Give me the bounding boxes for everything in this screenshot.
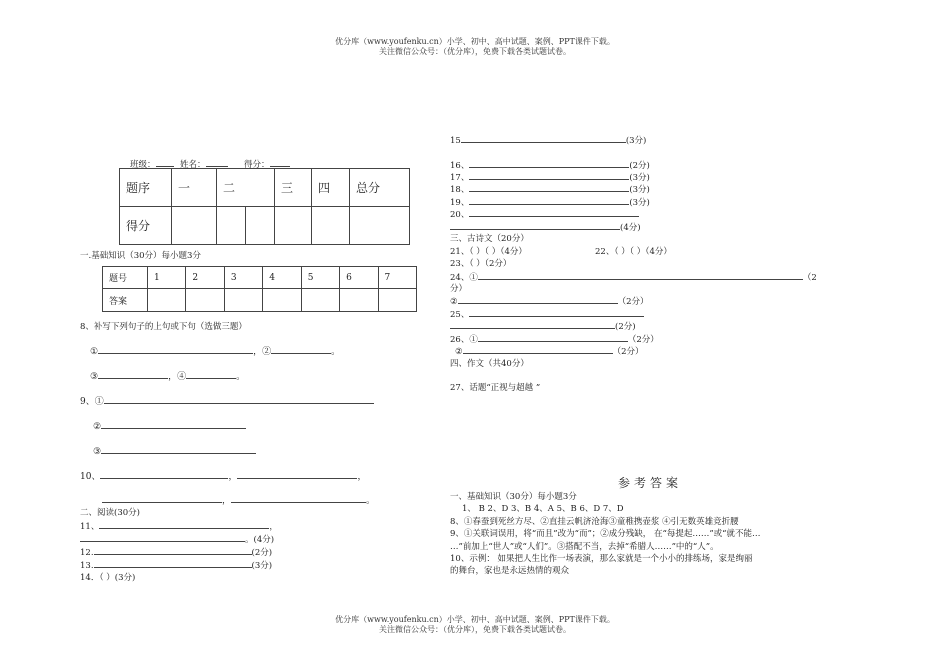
question-18: 18、 (3分): [450, 182, 650, 195]
class-field: 班级：: [130, 157, 174, 170]
question-22: 22、（ ）（ ）（4分）: [595, 247, 672, 257]
answer-cell: [263, 289, 301, 312]
question-14: 14．（ ）(3分): [80, 573, 136, 583]
question-24-pts: 分）: [450, 284, 468, 294]
question-16: 16、 (2分): [450, 158, 650, 171]
question-15: 15 (3分): [450, 133, 646, 146]
question-10-line-2: ， 。: [102, 493, 375, 506]
score-table-header: 二: [217, 169, 275, 207]
answer-line: 9、①关联词误用，将“而且”改为“而”；②成分残缺， 在“每提起……”或“就不能…: [450, 529, 761, 539]
answer-cell: [186, 289, 224, 312]
section-1-title: 一.基础知识（30分）每小题3分: [80, 251, 201, 261]
section-3-title: 三、古诗文（20分）: [450, 234, 529, 244]
score-table-header: 题序: [120, 169, 172, 207]
question-26: 26、① （2分）: [450, 332, 659, 345]
score-field: 得分：: [244, 157, 290, 170]
question-10-line-1: 10、 ， ，: [80, 469, 366, 482]
answer-table-label: 答案: [103, 289, 148, 312]
score-row-label: 得分: [120, 207, 172, 245]
question-26-2: ② （2分）: [455, 344, 644, 357]
answer-key-title: 参考答案: [618, 476, 683, 490]
question-8-line-1: ① ，② 。: [90, 344, 340, 357]
score-table: [119, 168, 410, 245]
score-table-header: 三: [275, 169, 312, 207]
answer-table: [102, 266, 417, 312]
question-9-line-3: ③: [93, 444, 256, 457]
section-2-title: 二、阅读(30分): [80, 508, 140, 518]
question-8: 8、补写下列句子的上句或下句（选做三题）: [80, 322, 247, 332]
answer-number: 5: [301, 267, 339, 289]
answer-cell: [148, 289, 186, 312]
question-19: 19、 (3分): [450, 195, 650, 208]
answer-line: 一、基础知识（30分）每小题3分: [450, 492, 577, 502]
answer-line: 8、①春蚕到死丝方尽、②直挂云帆济沧海③童稚携壶浆 ④引无数英雄竞折腰: [450, 517, 739, 527]
score-cell: [172, 207, 217, 245]
section-4-title: 四、作文（共40分）: [450, 359, 529, 369]
answer-line: 的舞台，家也是永远热情的观众: [450, 566, 570, 576]
score-cell: [217, 207, 246, 245]
answer-number: 7: [378, 267, 416, 289]
answer-number: 1: [148, 267, 186, 289]
answer-cell: [340, 289, 378, 312]
footer-line-1: 优分库（www.youfenku.cn）小学、初中、高中试题、案例、PPT课件下载。: [335, 615, 615, 624]
score-cell: [246, 207, 275, 245]
question-25-line-2: (2分): [450, 319, 636, 332]
answer-cell: [301, 289, 339, 312]
question-8-line-2: ③ ，④ 。: [90, 369, 245, 382]
question-21: 21、（ ）（ ）（4分）: [450, 247, 527, 257]
question-11-line-1: 11、 ，: [80, 519, 278, 532]
question-20-line-2: (4分): [450, 220, 641, 233]
question-23: 23、（ ）（2分）: [450, 259, 512, 269]
question-20: 20、: [450, 207, 639, 220]
question-9-line-2: ②: [93, 419, 246, 432]
score-table-header: 一: [172, 169, 217, 207]
answer-number: 2: [186, 267, 224, 289]
question-27: 27、话题“正视与超越 ”: [450, 383, 541, 393]
score-cell: [312, 207, 350, 245]
question-25: 25、: [450, 307, 644, 320]
score-table-header: 总分: [350, 169, 410, 207]
header-line-2: 关注微信公众号：（优分库），免费下载各类试题试卷。: [379, 47, 571, 56]
question-9-line-1: 9、①: [80, 394, 374, 407]
score-cell: [350, 207, 410, 245]
answer-table-label: 题号: [103, 267, 148, 289]
answer-line: 1、 B 2、D 3、B 4、A 5、B 6、D 7、D: [462, 504, 624, 514]
question-17: 17、 (3分): [450, 170, 650, 183]
answer-number: 6: [340, 267, 378, 289]
question-24: 24、① （2: [450, 270, 817, 283]
name-field: 姓名：: [180, 157, 228, 170]
answer-number: 4: [263, 267, 301, 289]
question-12: 12. (2分): [80, 545, 272, 558]
answer-line: 10、示例： 如果把人生比作一场表演，那么家就是一个小小的排练场，家是绚丽: [450, 554, 753, 564]
answer-cell: [378, 289, 416, 312]
answer-line: …”前加上“世人”或“人们”。③搭配不当，去掉“希腊人……”中的“人”。: [450, 542, 719, 552]
score-table-header: 四: [312, 169, 350, 207]
question-24-2: ② （2分）: [450, 294, 649, 307]
answer-number: 3: [224, 267, 262, 289]
score-cell: [275, 207, 312, 245]
answer-cell: [224, 289, 262, 312]
header-line-1: 优分库（www.youfenku.cn）小学、初中、高中试题、案例、PPT课件下载。: [335, 37, 615, 46]
question-11-line-2: 。(4分): [80, 532, 274, 545]
question-13: 13. (3分): [80, 558, 272, 571]
footer-line-2: 关注微信公众号：（优分库），免费下载各类试题试卷。: [379, 625, 571, 634]
